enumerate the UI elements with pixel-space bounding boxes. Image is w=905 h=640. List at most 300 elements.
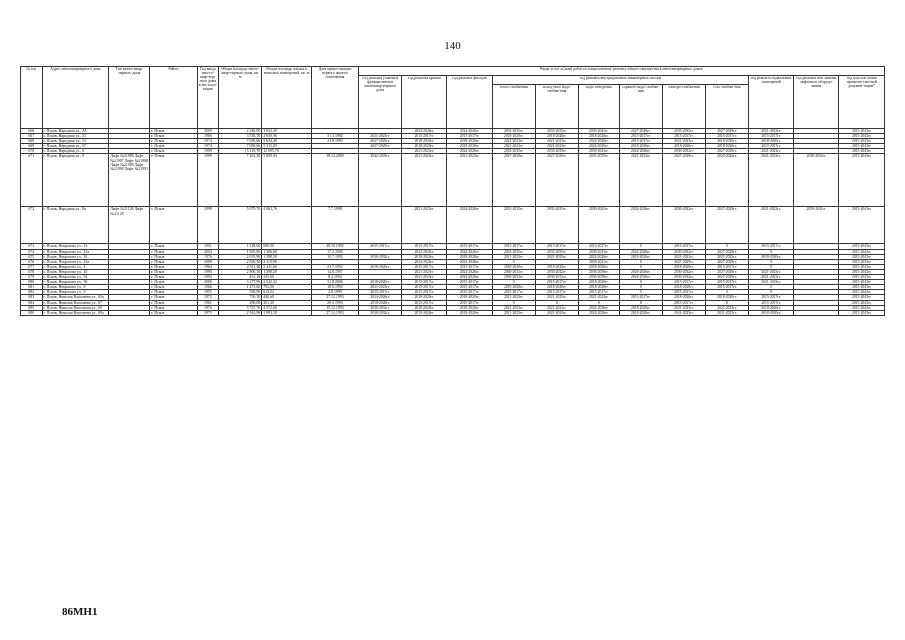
cell-electro: 2018-2020гг. — [662, 295, 705, 300]
cell-gas: 2027-2029гг. — [705, 275, 748, 280]
cell-hot: 0 — [619, 300, 662, 305]
cell-roof: 2021-2023гг. — [402, 154, 447, 207]
cell-func: 2018-2020гг. — [359, 300, 402, 305]
cell-electro: 2027-2029гг. — [662, 259, 705, 264]
col-gas: газо-снабже-ния — [705, 85, 748, 129]
cell-sewer: 2039-2041гг. — [578, 207, 619, 244]
cell-lift: 2039-2041гг. — [794, 207, 839, 244]
table-header — [21, 67, 885, 129]
cell-living: 1 993,10 — [262, 310, 312, 315]
col-heat: тепло-снабжения — [492, 85, 535, 129]
cell-total: 5 767,70 — [219, 305, 262, 310]
cell-gas: 2018-2020гг. — [705, 144, 748, 149]
cell-gas: 2021-2023гг. — [705, 305, 748, 310]
cell-docs: 2015-2043гг. — [839, 244, 885, 249]
cell-addr: г. Псков, Народная ул., 57 — [42, 144, 109, 149]
cell-priv: 31.3.1992 — [311, 134, 358, 139]
cell-docs: 2015-2043гг. — [839, 144, 885, 149]
cell-electro: 2021-2023гг. — [662, 139, 705, 144]
cell-roof: 2015-2017гг. — [402, 244, 447, 249]
cell-year: 1989 — [197, 154, 219, 207]
cell-living: 1 298,20 — [262, 269, 312, 274]
cell-docs: 2015-2043гг. — [839, 254, 885, 259]
cell-gas: 2027-2029гг. — [705, 259, 748, 264]
cell-district: г. Псков — [150, 305, 197, 310]
cell-heat: 2033-2035гг. — [492, 207, 535, 244]
cell-docs: 2015-2043гг. — [839, 305, 885, 310]
cell-sewer: 2024-2026гг. — [578, 139, 619, 144]
cell-hot: 2024-2026гг. — [619, 269, 662, 274]
cell-hot: 0 — [619, 290, 662, 295]
cell-cold: 2021-2023гг. — [535, 144, 578, 149]
cell-priv: 31.8.2006 — [311, 280, 358, 285]
cell-sewer: 2036-2038гг. — [578, 269, 619, 274]
cell-total: 2 035,90 — [219, 254, 262, 259]
col-living-area: Общая площадь жилых и нежилых помещений, кв. м — [262, 67, 312, 129]
cell-facade: 2021-2023гг. — [447, 154, 492, 207]
cell-base: 2018-2020гг. — [749, 310, 794, 315]
cell-year: 1966 — [197, 134, 219, 139]
cell-facade: 2024-2026гг. — [447, 249, 492, 254]
cell-func: 2027-2029гг. — [359, 144, 402, 149]
cell-district: г. Псков — [150, 144, 197, 149]
cell-roof: 2015-2017гг. — [402, 285, 447, 290]
cell-facade: 2018-2020гг. — [447, 144, 492, 149]
cell-no: 676 — [21, 259, 43, 264]
cell-facade: 2015-2017гг. — [447, 134, 492, 139]
cell-sewer: 2015-2017гг. — [578, 290, 619, 295]
cell-heat: 2021-2023гг. — [492, 305, 535, 310]
cell-sewer: 2024-2026гг. — [578, 310, 619, 315]
cell-year: 1955 — [197, 290, 219, 295]
cell-living: 245,60 — [262, 275, 312, 280]
cell-priv: 18.12.2000 — [311, 154, 358, 207]
cell-hot: 2015-2017гг. — [619, 139, 662, 144]
cell-living: 201,30 — [262, 300, 312, 305]
cell-total: 431,10 — [219, 275, 262, 280]
cell-gas: 2027-2029гг. — [705, 269, 748, 274]
cell-year: 1974 — [197, 139, 219, 144]
cell-total: 5 079,70 — [219, 207, 262, 244]
cell-district: г. Псков — [150, 300, 197, 305]
cell-district: г. Псков — [150, 154, 197, 207]
cell-living: 792,50 — [262, 285, 312, 290]
cell-facade: 2024-2026гг. — [447, 259, 492, 264]
cell-electro: 2018-2020гг. — [662, 264, 705, 269]
cell-district: г. Псков — [150, 249, 197, 254]
cell-hot: 2018-2020гг. — [619, 310, 662, 315]
cell-heat: 2018-2020гг. — [492, 285, 535, 290]
cell-electro: 2018-2020гг. — [662, 285, 705, 290]
cell-addr: г. Псков, Народная ул., 6 — [42, 149, 109, 154]
cell-electro: 2030-2032гг. — [662, 249, 705, 254]
cell-gas: 2027-2029гг. — [705, 249, 748, 254]
cell-living: 1 306,60 — [262, 249, 312, 254]
cell-func: 2018-2020гг. — [359, 264, 402, 269]
cell-year: 1999 — [197, 149, 219, 154]
cell-base: 2018-2020гг. — [749, 254, 794, 259]
cell-sewer: 2018-2020гг. — [578, 264, 619, 269]
cell-roof: 2015-2017гг. — [402, 134, 447, 139]
cell-base: 2018-2020гг. — [749, 139, 794, 144]
cell-year: 1951 — [197, 244, 219, 249]
cell-roof: 2018-2020гг. — [402, 295, 447, 300]
cell-roof: 2018-2020гг. — [402, 144, 447, 149]
col-privatization: Дата прива-тизации первого жилого помещения — [311, 67, 358, 129]
cell-docs: 2015-2043гг. — [839, 154, 885, 207]
cell-docs: 2015-2043гг. — [839, 149, 885, 154]
cell-func: 2015-2017гг. — [359, 244, 402, 249]
cell-heat: 2021-2023гг. — [492, 144, 535, 149]
cell-hot: 2027-2029гг. — [619, 129, 662, 134]
cell-base: 2021-2023гг. — [749, 269, 794, 274]
col-facade: год ремонта фасадов — [447, 76, 492, 129]
cell-sewer: 2024-2026гг. — [578, 254, 619, 259]
cell-year: 1972 — [197, 295, 219, 300]
cell-cold: 2033-2035гг. — [535, 207, 578, 244]
cell-living: 2 830,96 — [262, 134, 312, 139]
cell-base: 2021-2023гг. — [749, 275, 794, 280]
cell-district: г. Псков — [150, 264, 197, 269]
cell-cold: 2021-2023гг. — [535, 139, 578, 144]
cell-hot: 2015-2017гг. — [619, 134, 662, 139]
cell-gas: 2027-2029гг. — [705, 129, 748, 134]
cell-type — [109, 310, 150, 315]
cell-living: 613,52 — [262, 290, 312, 295]
cell-year: 2004 — [197, 249, 219, 254]
cell-district: г. Псков — [150, 280, 197, 285]
cell-facade: 2015-2017гг. — [447, 300, 492, 305]
cell-year: 2009 — [197, 259, 219, 264]
cell-docs: 2015-2043гг. — [839, 129, 885, 134]
cell-living: 4 572,00 — [262, 305, 312, 310]
cell-addr: г. Псков, Некрасова ул., 13 — [42, 244, 109, 249]
cell-base: 2015-2017гг. — [749, 244, 794, 249]
cell-electro: 2015-2017гг. — [662, 300, 705, 305]
cell-hot: 0 — [619, 280, 662, 285]
cell-hot: 2018-2020гг. — [619, 305, 662, 310]
cell-func: 2018-2020гг. — [359, 280, 402, 285]
cell-base: 0 — [749, 249, 794, 254]
cell-addr: г. Псков, Некрасова ул., 15а — [42, 249, 109, 254]
cell-no: 685 — [21, 305, 43, 310]
col-services-group: Виды услуг и (или) работ по капитальному ремонту общего имущества в многоквартирных домах — [359, 67, 885, 76]
cell-func: 2030-2032гг. — [359, 310, 402, 315]
cell-base: 0 — [749, 285, 794, 290]
cell-addr: г. Псков, Некрасова ул., 56 — [42, 280, 109, 285]
cell-addr: г. Псков, Николая Васильева ул., 69 — [42, 305, 109, 310]
cell-facade: 2024-2026гг. — [447, 149, 492, 154]
cell-living: 1 924,40 — [262, 129, 312, 134]
cell-cold: 2018-2020гг. — [535, 285, 578, 290]
cell-docs: 2015-2043гг. — [839, 295, 885, 300]
cell-heat: 2021-2023гг. — [492, 139, 535, 144]
cell-roof: 2021-2023гг. — [402, 269, 447, 274]
cell-sewer: 2024-2026гг. — [578, 144, 619, 149]
cell-docs: 2015-2043гг. — [839, 259, 885, 264]
cell-base: 2021-2023гг. — [749, 154, 794, 207]
cell-docs: 2015-2043гг. — [839, 139, 885, 144]
cell-priv: 27.12.1993 — [311, 295, 358, 300]
cell-year: 1964 — [197, 264, 219, 269]
cell-total: 2 511,40 — [219, 264, 262, 269]
cell-heat: 2021-2023гг. — [492, 310, 535, 315]
cell-heat: 2030-2032гг. — [492, 269, 535, 274]
cell-facade: 2018-2020гг. — [447, 310, 492, 315]
cell-gas: 2018-2020гг. — [705, 295, 748, 300]
col-electro: электро-снабжения — [662, 85, 705, 129]
cell-cold: 0 — [535, 300, 578, 305]
cell-addr: г. Псков, Некрасова ул., 6 — [42, 285, 109, 290]
cell-cold: 2021-2023гг. — [535, 254, 578, 259]
cell-heat: 0 — [492, 280, 535, 285]
cell-cold: 2021-2023гг. — [535, 310, 578, 315]
cell-sewer: 2018-2020гг. — [578, 285, 619, 290]
cell-priv: 27.12.1993 — [311, 310, 358, 315]
cell-facade: 2024-2026гг. — [447, 129, 492, 134]
cell-facade: 2015-2017гг. — [447, 290, 492, 295]
cell-priv: 29.3.1993 — [311, 300, 358, 305]
cell-district: г. Псков — [150, 259, 197, 264]
cell-addr: г. Псков, Николая Васильева ул., 65а — [42, 295, 109, 300]
cell-no: 682 — [21, 290, 43, 295]
cell-total: 2 944,90 — [219, 310, 262, 315]
col-district: Район — [150, 67, 197, 129]
cell-heat: 2015-2017гг. — [492, 290, 535, 295]
cell-no: 670 — [21, 149, 43, 154]
cell-electro: 2015-2017гг. — [662, 280, 705, 285]
cell-priv: 18.8.1992 — [311, 285, 358, 290]
cell-func: 2015-2017гг. — [359, 290, 402, 295]
cell-roof: 2015-2017гг. — [402, 264, 447, 269]
cell-electro: 2021-2023гг. — [662, 310, 705, 315]
cell-no: 666 — [21, 129, 43, 134]
cell-total: 2 826,50 — [219, 259, 262, 264]
cell-priv: 21.9.1993 — [311, 139, 358, 144]
cell-electro: 2015-2017гг. — [662, 244, 705, 249]
cell-electro: 2021-2023гг. — [662, 305, 705, 310]
cell-year: 1995 — [197, 269, 219, 274]
cell-gas: 2021-2023гг. — [705, 254, 748, 259]
cell-base: 2015-2017гг. — [749, 134, 794, 139]
cell-living: 5 315,05 — [262, 144, 312, 149]
cell-cold: 2018-2020гг. — [535, 134, 578, 139]
cell-addr: г. Псков, Некрасова ул., 23а — [42, 259, 109, 264]
cell-district: г. Псков — [150, 285, 197, 290]
cell-no: 671 — [21, 154, 43, 207]
cell-year: 1974 — [197, 144, 219, 149]
cell-electro: 2015-2017гг. — [662, 134, 705, 139]
cell-addr: г. Псков, Народная ул., 51 — [42, 134, 109, 139]
col-address: Адрес многоквартирного дома — [42, 67, 109, 129]
cell-district: г. Псков — [150, 134, 197, 139]
cell-roof: 2018-2020гг. — [402, 305, 447, 310]
cell-base: 0 — [749, 259, 794, 264]
cell-facade: 2018-2020гг. — [447, 295, 492, 300]
cell-hot: 0 — [619, 244, 662, 249]
cell-no: 667 — [21, 134, 43, 139]
cell-year: 2009 — [197, 129, 219, 134]
cell-living: 4 063,76 — [262, 207, 312, 244]
repair-schedule-table — [20, 66, 885, 316]
cell-heat: 2033-2035гг. — [492, 249, 535, 254]
cell-no: 681 — [21, 285, 43, 290]
cell-district: г. Псков — [150, 275, 197, 280]
cell-living: 12 095,76 — [262, 149, 312, 154]
cell-hot: 2015-2017гг. — [619, 295, 662, 300]
cell-addr: г. Псков, Народная ул., 53 — [42, 139, 109, 144]
cell-facade: 2024-2026гг. — [447, 207, 492, 244]
cell-hot: 2021-2023гг. — [619, 154, 662, 207]
cell-no: 673 — [21, 244, 43, 249]
cell-roof: 2024-2026гг. — [402, 249, 447, 254]
col-func-repair: год ремонта (замены) функци-ментов многоквар-тирного дома — [359, 76, 402, 129]
cell-hot: 2024-2026гг. — [619, 149, 662, 154]
cell-electro: 2018-2020гг. — [662, 144, 705, 149]
cell-hot: 2024-2026гг. — [619, 207, 662, 244]
cell-gas: 2015-2017гг. — [705, 264, 748, 269]
cell-func: 2030-2032гг. — [359, 305, 402, 310]
cell-district: г. Псков — [150, 290, 197, 295]
cell-electro: 2030-2032гг. — [662, 269, 705, 274]
cell-type: Лифт №21986 Лифт №21987 Лифт №21988 Лифт №21989 Лифт №21990 Лифт №21991 — [109, 154, 150, 207]
cell-priv: 8.4.1994 — [311, 275, 358, 280]
cell-total: 7 261,30 — [219, 154, 262, 207]
table-body — [21, 129, 885, 316]
cell-cold: 2033-2035гг. — [535, 129, 578, 134]
cell-year: 1976 — [197, 305, 219, 310]
cell-func: 2024-2026гг. — [359, 295, 402, 300]
cell-base: 2021-2023гг. — [749, 149, 794, 154]
cell-district: г. Псков — [150, 310, 197, 315]
cell-no: 668 — [21, 139, 43, 144]
cell-no: 683 — [21, 295, 43, 300]
cell-electro: 2030-2032гг. — [662, 149, 705, 154]
cell-func — [359, 207, 402, 244]
cell-func: 2030-2032гг. — [359, 254, 402, 259]
cell-base: 2021-2023гг. — [749, 280, 794, 285]
cell-heat: 2021-2023гг. — [492, 254, 535, 259]
cell-gas: 2027-2029гг. — [705, 149, 748, 154]
footer-code: 86MH1 — [62, 606, 98, 618]
cell-func: 2042-2043гг. — [359, 154, 402, 207]
cell-roof: 2015-2017гг. — [402, 300, 447, 305]
cell-roof: 2018-2020гг. — [402, 310, 447, 315]
cell-year: 1975 — [197, 310, 219, 315]
cell-func: 2021-2023гг. — [359, 285, 402, 290]
col-sewer: водо-отведения — [578, 85, 619, 129]
cell-base: 0 — [749, 290, 794, 295]
cell-total: 3 177,96 — [219, 280, 262, 285]
cell-base: 2018-2020гг. — [749, 305, 794, 310]
cell-cold: 2021-2023гг. — [535, 305, 578, 310]
cell-lift: 2030-2032гг. — [794, 154, 839, 207]
cell-total: 1 935,80 — [219, 249, 262, 254]
cell-heat: 2030-2032гг. — [492, 275, 535, 280]
cell-roof: 2015-2017гг. — [402, 280, 447, 285]
cell-gas: 2015-2017гг. — [705, 134, 748, 139]
cell-cold: 2015-2017гг. — [535, 280, 578, 285]
col-docs: год изготов-ления проектно-сметной докумен-тации* — [839, 76, 885, 129]
cell-heat: 2027-2029гг. — [492, 154, 535, 207]
cell-facade: 2024-2026гг. — [447, 275, 492, 280]
cell-hot: 2018-2020гг. — [619, 254, 662, 259]
cell-no: 675 — [21, 254, 43, 259]
cell-sewer: 2039-2041гг. — [578, 149, 619, 154]
cell-sewer: 2015-2017гг. — [578, 244, 619, 249]
col-total-area: Общая площадь много-квар-тирного дома, кв. м — [219, 67, 262, 129]
cell-docs: 2015-2043гг. — [839, 290, 885, 295]
cell-gas: 2024-2026гг. — [705, 154, 748, 207]
cell-addr: г. Псков, Николая Васильева ул., 69а — [42, 310, 109, 315]
cell-sewer: 2021-2023гг. — [578, 295, 619, 300]
cell-gas: 0 — [705, 290, 748, 295]
cell-living: 2 441,60 — [262, 264, 312, 269]
cell-gas: 2015-2017гг. — [705, 280, 748, 285]
cell-living: 680,00 — [262, 244, 312, 249]
cell-func: 2021-2023гг. — [359, 134, 402, 139]
cell-base: 0 — [749, 264, 794, 269]
cell-electro: 2030-2032гг. — [662, 275, 705, 280]
cell-roof: 2021-2023гг. — [402, 275, 447, 280]
cell-addr: г. Псков, Николая Васильева ул., 67 — [42, 300, 109, 305]
cell-gas: 2015-2017гг. — [705, 285, 748, 290]
cell-district: г. Псков — [150, 295, 197, 300]
cell-heat: 2021-2023гг. — [492, 295, 535, 300]
cell-total: 2 246,00 — [219, 129, 262, 134]
cell-total: 750,30 — [219, 295, 262, 300]
cell-addr: г. Псков, Некрасова ул., 4 — [42, 264, 109, 269]
cell-sewer: 2018-2020гг. — [578, 280, 619, 285]
cell-addr: г. Псков, Некрасова ул., 9 — [42, 290, 109, 295]
cell-addr: г. Псков, Некрасова ул., 16 — [42, 254, 109, 259]
cell-year: 2006 — [197, 280, 219, 285]
cell-total: 3 538,70 — [219, 134, 262, 139]
cell-district: г. Псков — [150, 207, 197, 244]
cell-gas: 2021-2023гг. — [705, 310, 748, 315]
cell-facade: 2015-2017гг. — [447, 285, 492, 290]
cell-no: 669 — [21, 144, 43, 149]
cell-no: 672 — [21, 207, 43, 244]
cell-facade: 2018-2020гг. — [447, 254, 492, 259]
cell-electro: 2030-2032гг. — [662, 207, 705, 244]
cell-year: 1961 — [197, 300, 219, 305]
col-systems-group: год ремонта внутридомовых инженерных систем — [492, 76, 748, 85]
cell-docs: 2015-2043гг. — [839, 207, 885, 244]
cell-year: 1993 — [197, 275, 219, 280]
cell-hot: 0 — [619, 285, 662, 290]
cell-func: 2027-2029гг. — [359, 139, 402, 144]
cell-hot: 2018-2020гг. — [619, 144, 662, 149]
cell-priv: 15.12.1993 — [311, 305, 358, 310]
cell-priv: 21.7.1992 — [311, 264, 358, 269]
cell-roof: 2024-2026гг. — [402, 259, 447, 264]
col-year: Год ввода мно-го-квар-тир-ного дома в экс-плуа-тацию — [197, 67, 219, 129]
cell-facade: 2018-2020гг. — [447, 139, 492, 144]
cell-base: 2015-2017гг. — [749, 300, 794, 305]
cell-base: 2021-2023гг. — [749, 129, 794, 134]
cell-no: 684 — [21, 300, 43, 305]
cell-electro: 2015-2017гг. — [662, 290, 705, 295]
cell-addr: г. Псков, Народная ул., 8а — [42, 207, 109, 244]
table-row — [21, 207, 885, 244]
cell-cold: 2030-2032гг. — [535, 275, 578, 280]
cell-sewer: 2036-2038гг. — [578, 275, 619, 280]
cell-no: 674 — [21, 249, 43, 254]
cell-district: г. Псков — [150, 149, 197, 154]
cell-docs: 2015-2043гг. — [839, 134, 885, 139]
col-hot-water: горячего водо-снабже-ния — [619, 85, 662, 129]
